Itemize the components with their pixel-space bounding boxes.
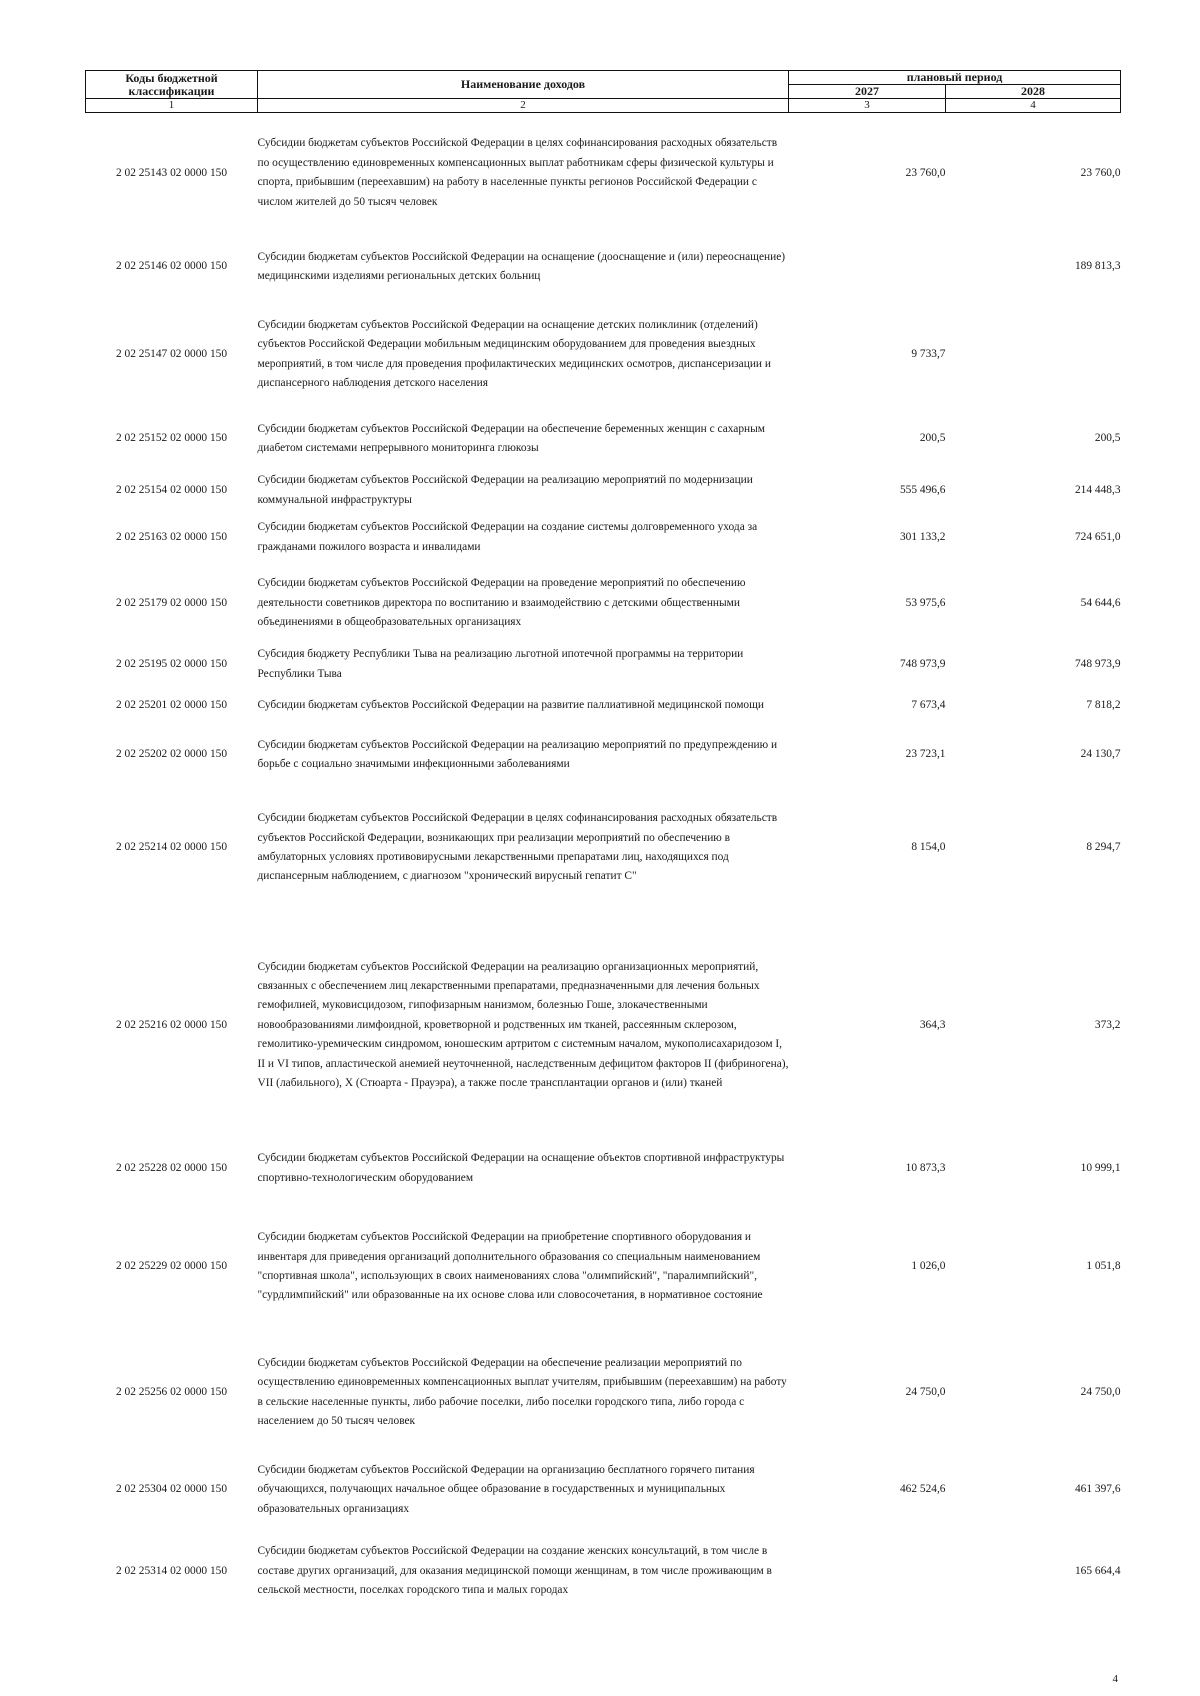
value-2027-cell: 23 760,0 xyxy=(905,166,946,179)
value-2028-cell: 189 813,3 xyxy=(1074,260,1121,273)
value-2028-cell: 10 999,1 xyxy=(1080,1161,1121,1174)
budget-code-cell: 2 02 25314 02 0000 150 xyxy=(115,1564,228,1577)
table-row xyxy=(86,1337,1121,1449)
revenue-name-cell: Субсидии бюджетам субъектов Российской Федерации на приобретение спортивного оборудования и инвентаря для приведения организаций дополнительного образования со специальным наименованием "спортивная школа", использующих в своих наименованиях слова "олимпийский", "паралимпийский", "сурдлимпийский" или образованные на их основе слова или словосочетания, в нормативное состояние xyxy=(257,1231,763,1302)
table-row xyxy=(86,409,1121,470)
revenue-name-cell: Субсидии бюджетам субъектов Российской Федерации на обеспечение реализации мероприятий по осуществлению единовременных компенсационных выплат учителям, прибывшим (переехавшим) на работу в сельские населенные пункты, либо рабочие поселки, либо поселки городского типа, либо города с населением до 50 тысяч человек xyxy=(257,1356,787,1427)
table-row xyxy=(86,113,1121,234)
value-2028-cell: 748 973,9 xyxy=(1074,657,1121,670)
budget-code-cell: 2 02 25229 02 0000 150 xyxy=(115,1260,228,1273)
value-2028-cell: 214 448,3 xyxy=(1074,483,1121,496)
header-revenue-name: Наименование доходов xyxy=(258,71,789,99)
header-year-2028: 2028 xyxy=(946,85,1121,99)
table-body xyxy=(86,113,1121,1612)
value-2028-cell: 7 818,2 xyxy=(1086,698,1121,711)
document-page xyxy=(85,70,1120,1612)
budget-code-cell: 2 02 25146 02 0000 150 xyxy=(115,260,228,273)
value-2028-cell: 1 051,8 xyxy=(1086,1260,1121,1273)
table-row xyxy=(86,644,1121,686)
table-row xyxy=(86,564,1121,644)
table-row xyxy=(86,785,1121,912)
table-row xyxy=(86,686,1121,726)
revenue-name-cell: Субсидии бюджетам субъектов Российской Федерации на оснащение объектов спортивной инфраструктуры спортивно-технологическим оборудованием xyxy=(257,1152,785,1184)
revenue-name-cell: Субсидии бюджетам субъектов Российской Федерации на создание женских консультаций, в том числе в составе других организаций, для оказания медицинской помощи женщинам, в том числе проживающим в сельской местности, поселках городского типа и малых городах xyxy=(257,1545,772,1597)
table-row xyxy=(86,1449,1121,1532)
value-2027-cell: 555 496,6 xyxy=(899,483,946,496)
value-2028-cell: 200,5 xyxy=(1094,432,1121,445)
budget-code-cell: 2 02 25152 02 0000 150 xyxy=(115,432,228,445)
budget-code-cell: 2 02 25154 02 0000 150 xyxy=(115,483,228,496)
column-number-4: 4 xyxy=(946,99,1121,113)
column-number-3: 3 xyxy=(789,99,946,113)
value-2027-cell: 200,5 xyxy=(919,432,946,445)
revenue-name-cell: Субсидии бюджетам субъектов Российской Федерации в целях софинансирования расходных обязательств по осуществлению единовременных компенсационных выплат работникам сферы физической культуры и спорта, прибывшим (переехавшим) на работу в населенные пункты регионов Российской Федерации с числом жителей до 50 тысяч человек xyxy=(257,137,778,208)
value-2027-cell: 1 026,0 xyxy=(911,1260,946,1273)
value-2027-cell: 364,3 xyxy=(919,1018,946,1031)
revenue-name-cell: Субсидии бюджетам субъектов Российской Федерации на реализацию организационных мероприятий, связанных с обеспечением лиц лекарственными препаратами, предназначенными для лечения больных гемофилией, муковисцидозом, гипофизарным нанизмом, болезнью Гоше, злокачественными новообразованиями лимфоидной, кроветворной и родственных им тканей, рассеянным склерозом, гемолитико-уремическим синдромом, юношеским артритом с системным началом, мукополисахаридозом I, II и VI типов, апластической анемией неуточненной, наследственным дефицитом факторов II (фибриногена), VII (лабильного), X (Стюарта - Прауэра), а также после трансплантации органов и (или) тканей xyxy=(257,960,789,1090)
revenue-name-cell: Субсидии бюджетам субъектов Российской Федерации на оснащение детских поликлиник (отделений) субъектов Российской Федерации мобильным медицинским оборудованием для проведения выездных мероприятий, в том числе для проведения профилактических медицинских осмотров, диспансеризации и диспансерного наблюдения детского населения xyxy=(257,318,771,389)
table-row xyxy=(86,1532,1121,1612)
value-2027-cell: 748 973,9 xyxy=(899,657,946,670)
value-2027-cell: 23 723,1 xyxy=(905,748,946,761)
header-planned-period: плановый период xyxy=(789,71,1121,85)
value-2028-cell: 373,2 xyxy=(1094,1018,1121,1031)
table-row xyxy=(86,912,1121,1140)
budget-code-cell: 2 02 25256 02 0000 150 xyxy=(115,1385,228,1398)
budget-code-cell: 2 02 25163 02 0000 150 xyxy=(115,530,228,543)
budget-code-cell: 2 02 25214 02 0000 150 xyxy=(115,841,228,854)
value-2028-cell: 24 750,0 xyxy=(1080,1385,1121,1398)
revenue-name-cell: Субсидии бюджетам субъектов Российской Федерации на организацию бесплатного горячего питания обучающихся, получающих начальное общее образование в государственных и муниципальных образовательных организациях xyxy=(257,1463,755,1515)
value-2028-cell: 24 130,7 xyxy=(1080,748,1121,761)
value-2028-cell: 165 664,4 xyxy=(1074,1564,1121,1577)
value-2027-cell: 53 975,6 xyxy=(905,596,946,609)
table-row xyxy=(86,470,1121,512)
page-number: 4 xyxy=(1112,1673,1118,1685)
header-budget-codes: Коды бюджетной классификации xyxy=(86,71,258,99)
revenue-table xyxy=(85,70,1121,1612)
table-row xyxy=(86,301,1121,409)
value-2027-cell: 8 154,0 xyxy=(911,841,946,854)
table-row xyxy=(86,726,1121,785)
revenue-name-cell: Субсидии бюджетам субъектов Российской Федерации в целях софинансирования расходных обязательств субъектов Российской Федерации, возникающих при реализации мероприятий по обеспечению в амбулаторных условиях противовирусными лекарственными препаратами лиц, находящихся под диспансерным наблюдением, с диагнозом "хронический вирусный гепатит С" xyxy=(257,812,778,883)
table-row xyxy=(86,234,1121,301)
budget-code-cell: 2 02 25195 02 0000 150 xyxy=(115,657,228,670)
revenue-name-cell: Субсидии бюджетам субъектов Российской Федерации на реализацию мероприятий по предупреждению и борьбе с социально значимыми инфекционными заболеваниями xyxy=(257,738,778,770)
value-2027-cell: 7 673,4 xyxy=(911,698,946,711)
budget-code-cell: 2 02 25179 02 0000 150 xyxy=(115,596,228,609)
table-row xyxy=(86,1198,1121,1337)
revenue-name-cell: Субсидии бюджетам субъектов Российской Федерации на развитие паллиативной медицинской помощи xyxy=(257,698,764,711)
budget-code-cell: 2 02 25304 02 0000 150 xyxy=(115,1483,228,1496)
value-2028-cell: 23 760,0 xyxy=(1080,166,1121,179)
value-2028-cell: 8 294,7 xyxy=(1086,841,1121,854)
value-2028-cell xyxy=(946,301,1121,409)
value-2027-cell xyxy=(789,234,946,301)
table-row xyxy=(86,1140,1121,1198)
revenue-name-cell: Субсидии бюджетам субъектов Российской Федерации на обеспечение беременных женщин с сахарным диабетом системами непрерывного мониторинга глюкозы xyxy=(257,422,766,454)
revenue-name-cell: Субсидии бюджетам субъектов Российской Федерации на проведение мероприятий по обеспечению деятельности советников директора по воспитанию и взаимодействию с детскими общественными объединениями в общеобразовательных организациях xyxy=(257,577,746,629)
column-number-1: 1 xyxy=(86,99,258,113)
value-2028-cell: 461 397,6 xyxy=(1074,1483,1121,1496)
budget-code-cell: 2 02 25228 02 0000 150 xyxy=(115,1161,228,1174)
value-2027-cell: 24 750,0 xyxy=(905,1385,946,1398)
value-2027-cell: 301 133,2 xyxy=(899,530,946,543)
value-2027-cell: 9 733,7 xyxy=(911,347,946,360)
value-2027-cell xyxy=(789,1532,946,1612)
revenue-name-cell: Субсидии бюджетам субъектов Российской Федерации на реализацию мероприятий по модернизации коммунальной инфраструктуры xyxy=(257,474,753,506)
value-2027-cell: 10 873,3 xyxy=(905,1161,946,1174)
revenue-name-cell: Субсидия бюджету Республики Тыва на реализацию льготной ипотечной программы на территории Республики Тыва xyxy=(257,648,744,680)
budget-code-cell: 2 02 25147 02 0000 150 xyxy=(115,347,228,360)
value-2027-cell: 462 524,6 xyxy=(899,1483,946,1496)
budget-code-cell: 2 02 25143 02 0000 150 xyxy=(115,166,228,179)
budget-code-cell: 2 02 25202 02 0000 150 xyxy=(115,748,228,761)
revenue-name-cell: Субсидии бюджетам субъектов Российской Федерации на оснащение (дооснащение и (или) переоснащение) медицинскими изделиями региональных детских больниц xyxy=(257,250,786,282)
budget-code-cell: 2 02 25216 02 0000 150 xyxy=(115,1018,228,1031)
revenue-name-cell: Субсидии бюджетам субъектов Российской Федерации на создание системы долговременного ухода за гражданами пожилого возраста и инвалидами xyxy=(257,521,758,553)
column-number-2: 2 xyxy=(258,99,789,113)
value-2028-cell: 724 651,0 xyxy=(1074,530,1121,543)
value-2028-cell: 54 644,6 xyxy=(1080,596,1121,609)
header-year-2027: 2027 xyxy=(789,85,946,99)
table-row xyxy=(86,512,1121,564)
budget-code-cell: 2 02 25201 02 0000 150 xyxy=(115,698,228,711)
